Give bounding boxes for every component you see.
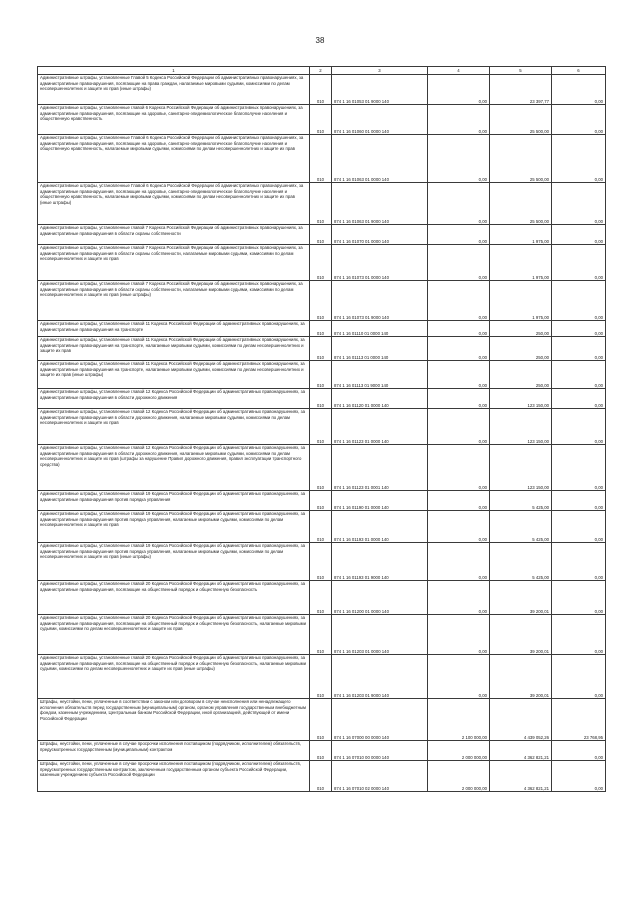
- row-income-code-cell: 874 1 16 01053 01 9000 140: [332, 75, 428, 105]
- row-col5-cell: 5 425,00: [490, 543, 552, 581]
- row-income-code-cell: 874 1 16 01113 01 0000 140: [332, 337, 428, 361]
- row-line-code-cell: 010: [310, 445, 332, 491]
- row-col4-cell: 0,00: [428, 511, 490, 543]
- row-col6-cell: 0,00: [552, 761, 606, 792]
- row-col4-cell: 0,00: [428, 615, 490, 655]
- table-row: [38, 321, 606, 337]
- table-row: [38, 409, 606, 445]
- page-number: 38: [315, 36, 325, 45]
- row-name-cell: Административные штрафы, установленные главой 6 Кодекса Российской Федерации об административных правонарушениях, за административные правонарушения, посягающие на здоровье, санитарно-эпидемиологическое благополучие населения и общественную нравственность: [38, 105, 310, 135]
- column-header: 6: [552, 67, 606, 75]
- row-line-code-cell: 010: [310, 321, 332, 337]
- row-income-code-cell: 874 1 16 01193 01 0000 140: [332, 511, 428, 543]
- table-row: [38, 245, 606, 281]
- row-col5-cell: 39 200,01: [490, 655, 552, 699]
- row-col6-cell: 0,00: [552, 183, 606, 225]
- row-col6-cell: 0,00: [552, 321, 606, 337]
- row-col4-cell: 0,00: [428, 581, 490, 615]
- column-header: 2: [310, 67, 332, 75]
- row-name-cell: Административные штрафы, установленные главой 19 Кодекса Российской Федерации об административных правонарушениях, за административные правонарушения против порядка управления, налагаемые мировыми судьями, комиссиями по делам несовершеннолетних и защите их прав (иные штрафы): [38, 543, 310, 581]
- row-line-code-cell: 010: [310, 225, 332, 245]
- row-line-code-cell: 010: [310, 543, 332, 581]
- row-income-code-cell: 874 1 16 01203 01 9000 140: [332, 655, 428, 699]
- report-table: [37, 66, 606, 792]
- row-col5-cell: 39 200,01: [490, 581, 552, 615]
- row-name-cell: Штрафы, неустойки, пени, уплаченные в случае просрочки исполнения поставщиком (подрядчиком, исполнителем) обязательств, предусмотренных государственным контрактом, заключенным государственным органом субъекта Российской Федерации, казенным учреждением субъекта Российской Федерации: [38, 761, 310, 792]
- row-line-code-cell: 010: [310, 409, 332, 445]
- row-col6-cell: 23 768,95: [552, 699, 606, 741]
- table-row: [38, 761, 606, 792]
- row-col4-cell: 0,00: [428, 337, 490, 361]
- row-col4-cell: 0,00: [428, 361, 490, 389]
- row-col5-cell: 5 425,00: [490, 511, 552, 543]
- table-row: [38, 225, 606, 245]
- row-col5-cell: 123 150,00: [490, 409, 552, 445]
- row-income-code-cell: 874 1 16 07010 00 0000 140: [332, 741, 428, 761]
- row-income-code-cell: 874 1 16 01063 01 0000 140: [332, 135, 428, 183]
- row-line-code-cell: 010: [310, 337, 332, 361]
- row-line-code-cell: 010: [310, 511, 332, 543]
- row-income-code-cell: 874 1 16 01203 01 0000 140: [332, 615, 428, 655]
- row-col4-cell: 0,00: [428, 135, 490, 183]
- table-row: [38, 105, 606, 135]
- row-col5-cell: 4 439 052,26: [490, 699, 552, 741]
- table-header-row: [38, 67, 606, 75]
- row-income-code-cell: 874 1 16 01073 01 9000 140: [332, 281, 428, 321]
- row-line-code-cell: 010: [310, 105, 332, 135]
- row-col4-cell: 0,00: [428, 445, 490, 491]
- row-col6-cell: 0,00: [552, 741, 606, 761]
- table-row: [38, 511, 606, 543]
- row-col4-cell: 0,00: [428, 655, 490, 699]
- row-col6-cell: 0,00: [552, 135, 606, 183]
- row-col6-cell: 0,00: [552, 361, 606, 389]
- row-col6-cell: 0,00: [552, 409, 606, 445]
- row-name-cell: Административные штрафы, установленные главой 12 Кодекса Российской Федерации об административных правонарушениях, за административные правонарушения в области дорожного движения, налагаемые мировыми судьями, комиссиями по делам несовершеннолетних и защите их прав (штрафы за нарушение Правил дорожного движения, правил эксплуатации транспортного средства): [38, 445, 310, 491]
- row-col5-cell: 1 975,00: [490, 245, 552, 281]
- row-income-code-cell: 874 1 16 01113 01 9000 140: [332, 361, 428, 389]
- row-name-cell: Административные штрафы, установленные Главой 5 Кодекса Российской Федерации об административных правонарушениях, за административные правонарушения, посягающие на права граждан, налагаемые мировыми судьями, комиссиями по делам несовершеннолетних и защите их прав (иные штрафы): [38, 75, 310, 105]
- row-col4-cell: 2 100 000,00: [428, 699, 490, 741]
- row-col4-cell: 0,00: [428, 491, 490, 511]
- row-col4-cell: 0,00: [428, 225, 490, 245]
- table-row: [38, 75, 606, 105]
- row-col5-cell: 25 500,00: [490, 135, 552, 183]
- table-row: [38, 445, 606, 491]
- row-line-code-cell: 010: [310, 389, 332, 409]
- row-name-cell: Штрафы, неустойки, пени, уплаченные в случае просрочки исполнения поставщиком (подрядчиком, исполнителем) обязательств, предусмотренных государственным (муниципальным) контрактом: [38, 741, 310, 761]
- column-header: 3: [332, 67, 428, 75]
- row-col4-cell: 0,00: [428, 75, 490, 105]
- row-line-code-cell: 010: [310, 135, 332, 183]
- row-name-cell: Административные штрафы, установленные главой 11 Кодекса Российской Федерации об административных правонарушениях, за административные правонарушения на транспорте, налагаемые мировыми судьями, комиссиями по делам несовершеннолетних и защите их прав (иные штрафы): [38, 361, 310, 389]
- row-name-cell: Административные штрафы, установленные главой 7 Кодекса Российской Федерации об административных правонарушениях, за административные правонарушения в области охраны собственности, налагаемые мировыми судьями, комиссиями по делам несовершеннолетних и защите их прав (иные штрафы): [38, 281, 310, 321]
- table-row: [38, 655, 606, 699]
- row-col6-cell: 0,00: [552, 581, 606, 615]
- row-income-code-cell: 874 1 16 01190 01 0000 140: [332, 491, 428, 511]
- row-name-cell: Административные штрафы, установленные главой 7 Кодекса Российской Федерации об административных правонарушениях, за административные правонарушения в области охраны собственности, налагаемые мировыми судьями, комиссиями по делам несовершеннолетних и защите их прав: [38, 245, 310, 281]
- row-col6-cell: 0,00: [552, 225, 606, 245]
- row-name-cell: Административные штрафы, установленные главой 20 Кодекса Российской Федерации об административных правонарушениях, за административные правонарушения, посягающие на общественный порядок и общественную безопасность: [38, 581, 310, 615]
- row-col4-cell: 0,00: [428, 543, 490, 581]
- row-income-code-cell: 874 1 16 01200 01 0000 140: [332, 581, 428, 615]
- row-line-code-cell: 010: [310, 281, 332, 321]
- row-name-cell: Административные штрафы, установленные главой 11 Кодекса Российской Федерации об административных правонарушениях, за административные правонарушения на транспорте, налагаемые мировыми судьями, комиссиями по делам несовершеннолетних и защите их прав: [38, 337, 310, 361]
- column-header: 4: [428, 67, 490, 75]
- row-col4-cell: 0,00: [428, 321, 490, 337]
- row-name-cell: Административные штрафы, установленные главой 12 Кодекса Российской Федерации об административных правонарушениях, за административные правонарушения в области дорожного движения, налагаемые мировыми судьями, комиссиями по делам несовершеннолетних и защите их прав: [38, 409, 310, 445]
- row-col4-cell: 2 000 000,00: [428, 761, 490, 792]
- row-name-cell: Административные штрафы, установленные главой 20 Кодекса Российской Федерации об административных правонарушениях, за административные правонарушения, посягающие на общественный порядок и общественную безопасность, налагаемые мировыми судьями, комиссиями по делам несовершеннолетних и защите их прав: [38, 615, 310, 655]
- row-col4-cell: 0,00: [428, 389, 490, 409]
- row-col6-cell: 0,00: [552, 337, 606, 361]
- row-col6-cell: 0,00: [552, 511, 606, 543]
- row-col5-cell: 39 200,01: [490, 615, 552, 655]
- row-col4-cell: 0,00: [428, 183, 490, 225]
- row-col4-cell: 2 000 000,00: [428, 741, 490, 761]
- table-row: [38, 491, 606, 511]
- table-row: [38, 741, 606, 761]
- row-income-code-cell: 874 1 16 01123 01 0000 140: [332, 409, 428, 445]
- column-header: 5: [490, 67, 552, 75]
- row-col5-cell: 25 500,00: [490, 105, 552, 135]
- table-row: [38, 389, 606, 409]
- row-col6-cell: 0,00: [552, 245, 606, 281]
- table-row: [38, 361, 606, 389]
- row-col6-cell: 0,00: [552, 105, 606, 135]
- row-col5-cell: 250,00: [490, 337, 552, 361]
- row-name-cell: Административные штрафы, установленные главой 19 Кодекса Российской Федерации об административных правонарушениях, за административные правонарушения против порядка управления, налагаемые мировыми судьями, комиссиями по делам несовершеннолетних и защите их прав: [38, 511, 310, 543]
- row-col5-cell: 1 975,00: [490, 225, 552, 245]
- row-col5-cell: 25 500,00: [490, 183, 552, 225]
- row-income-code-cell: 874 1 16 01120 01 0000 140: [332, 389, 428, 409]
- row-col6-cell: 0,00: [552, 615, 606, 655]
- table-row: [38, 615, 606, 655]
- row-col5-cell: 1 975,00: [490, 281, 552, 321]
- row-col5-cell: 123 150,00: [490, 445, 552, 491]
- row-line-code-cell: 010: [310, 183, 332, 225]
- row-col5-cell: 4 362 821,21: [490, 761, 552, 792]
- table-row: [38, 337, 606, 361]
- row-line-code-cell: 010: [310, 741, 332, 761]
- row-col5-cell: 250,00: [490, 361, 552, 389]
- row-name-cell: Административные штрафы, установленные Главой 6 Кодекса Российской Федерации об административных правонарушениях, за административные правонарушения, посягающие на здоровье, санитарно-эпидемиологическое благополучие населения и общественную нравственность, налагаемые мировыми судьями, комиссиями по делам несовершеннолетних и защите их прав: [38, 135, 310, 183]
- row-income-code-cell: 874 1 16 07010 02 0000 140: [332, 761, 428, 792]
- row-name-cell: Административные штрафы, установленные главой 12 Кодекса Российской Федерации об административных правонарушениях, за административные правонарушения в области дорожного движения: [38, 389, 310, 409]
- row-col6-cell: 0,00: [552, 655, 606, 699]
- row-income-code-cell: 874 1 16 01063 01 9000 140: [332, 183, 428, 225]
- row-income-code-cell: 874 1 16 01073 01 0000 140: [332, 245, 428, 281]
- row-line-code-cell: 010: [310, 75, 332, 105]
- row-income-code-cell: 874 1 16 01123 01 0001 140: [332, 445, 428, 491]
- row-line-code-cell: 010: [310, 615, 332, 655]
- row-name-cell: Административные штрафы, установленные главой 20 Кодекса Российской Федерации об административных правонарушениях, за административные правонарушения, посягающие на общественный порядок и общественную безопасность, налагаемые мировыми судьями, комиссиями по делам несовершеннолетних и защите их прав (иные штрафы): [38, 655, 310, 699]
- column-header: 1: [38, 67, 310, 75]
- table-row: [38, 581, 606, 615]
- row-income-code-cell: 874 1 16 01060 01 0000 140: [332, 105, 428, 135]
- row-col4-cell: 0,00: [428, 281, 490, 321]
- table-row: [38, 699, 606, 741]
- row-col6-cell: 0,00: [552, 75, 606, 105]
- row-income-code-cell: 874 1 16 01110 01 0000 140: [332, 321, 428, 337]
- row-line-code-cell: 010: [310, 361, 332, 389]
- row-col5-cell: 4 362 821,21: [490, 741, 552, 761]
- row-col5-cell: 250,00: [490, 321, 552, 337]
- table-row: [38, 183, 606, 225]
- row-line-code-cell: 010: [310, 655, 332, 699]
- table-row: [38, 543, 606, 581]
- row-line-code-cell: 010: [310, 491, 332, 511]
- row-name-cell: Административные штрафы, установленные главой 11 Кодекса Российской Федерации об административных правонарушениях, за административные правонарушения на транспорте: [38, 321, 310, 337]
- row-name-cell: Административные штрафы, установленные Главой 6 Кодекса Российской Федерации об административных правонарушениях, за административные правонарушения, посягающие на здоровье, санитарно-эпидемиологическое благополучие населения и общественную нравственность, налагаемые мировыми судьями, комиссиями по делам несовершеннолетних и защите их прав (иные штрафы): [38, 183, 310, 225]
- row-col4-cell: 0,00: [428, 105, 490, 135]
- row-income-code-cell: 874 1 16 01193 01 9000 140: [332, 543, 428, 581]
- row-col5-cell: 123 150,00: [490, 389, 552, 409]
- row-line-code-cell: 010: [310, 699, 332, 741]
- row-col6-cell: 0,00: [552, 491, 606, 511]
- row-name-cell: Административные штрафы, установленные главой 19 Кодекса Российской Федерации об административных правонарушениях, за административные правонарушения против порядка управления: [38, 491, 310, 511]
- row-name-cell: Штрафы, неустойки, пени, уплаченные в соответствии с законом или договором в случае неисполнения или ненадлежащего исполнения обязательств перед государственным (муниципальным) органом, органом управления государственным внебюджетным фондом, казенным учреждением, Центральным банком Российской Федерации, иной организацией, действующей от имени Российской Федерации: [38, 699, 310, 741]
- row-income-code-cell: 874 1 16 01070 01 0000 140: [332, 225, 428, 245]
- row-income-code-cell: 874 1 16 07000 00 0000 140: [332, 699, 428, 741]
- row-col4-cell: 0,00: [428, 245, 490, 281]
- row-line-code-cell: 010: [310, 245, 332, 281]
- row-col6-cell: 0,00: [552, 543, 606, 581]
- row-name-cell: Административные штрафы, установленные главой 7 Кодекса Российской Федерации об административных правонарушениях, за административные правонарушения в области охраны собственности: [38, 225, 310, 245]
- table-row: [38, 281, 606, 321]
- table-row: [38, 135, 606, 183]
- row-col6-cell: 0,00: [552, 389, 606, 409]
- row-col6-cell: 0,00: [552, 281, 606, 321]
- row-line-code-cell: 010: [310, 581, 332, 615]
- row-col5-cell: 5 425,00: [490, 491, 552, 511]
- row-col4-cell: 0,00: [428, 409, 490, 445]
- row-col6-cell: 0,00: [552, 445, 606, 491]
- row-col5-cell: 23 397,77: [490, 75, 552, 105]
- row-line-code-cell: 010: [310, 761, 332, 792]
